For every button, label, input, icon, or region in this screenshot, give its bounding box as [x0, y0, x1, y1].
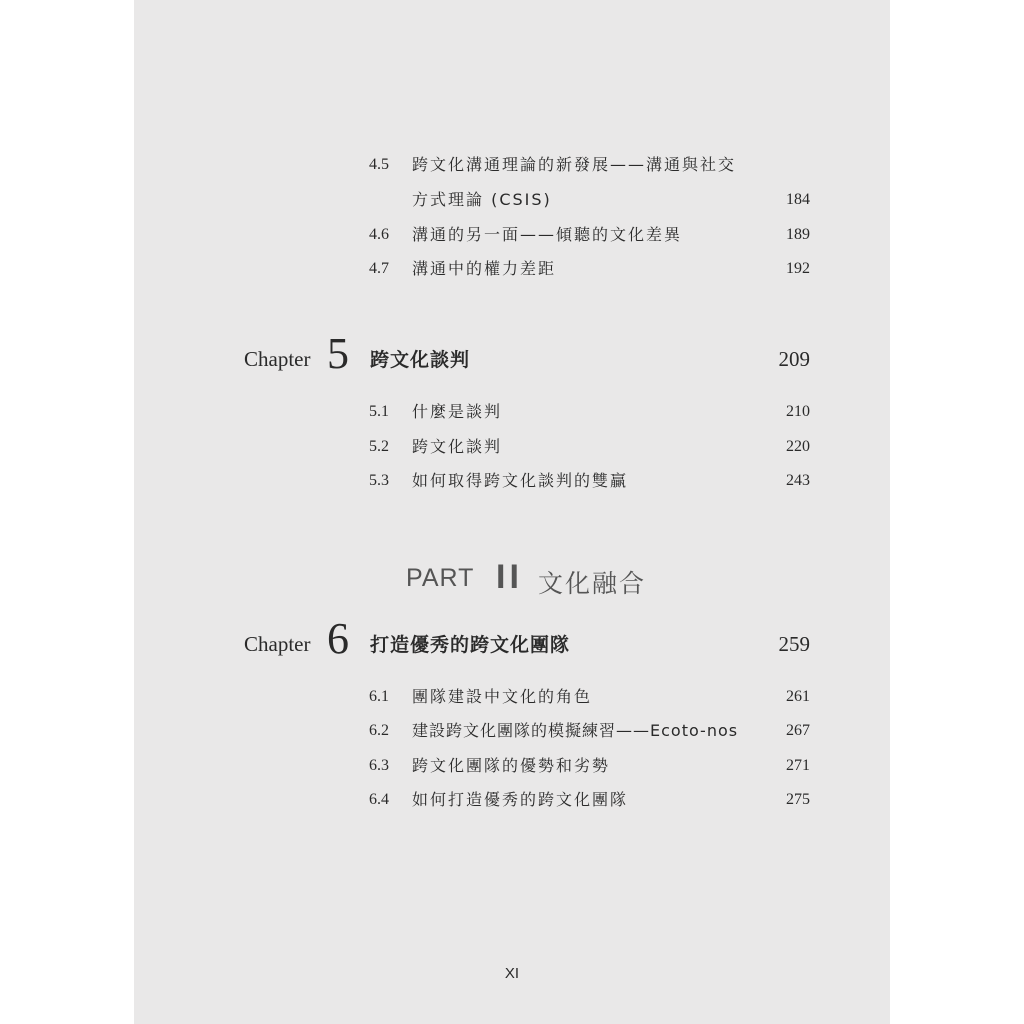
chapter-label: Chapter [244, 347, 311, 371]
entry-page: 261 [786, 688, 810, 705]
part-label: PART [406, 564, 475, 592]
part-number: II [496, 558, 523, 596]
chapter-number: 5 [327, 329, 349, 378]
toc-entry-4-5 [134, 155, 890, 189]
chapter-page: 209 [778, 347, 810, 371]
toc-entry-6-4 [134, 790, 890, 824]
entry-title: 跨文化溝通理論的新發展——溝通與社交 [412, 155, 737, 174]
toc-entry-6-1 [134, 687, 890, 721]
page-number-footer: XI [504, 965, 520, 982]
chapter-page: 259 [778, 632, 810, 656]
entry-number: 5.1 [369, 403, 389, 420]
entry-title: 團隊建設中文化的角色 [412, 687, 593, 706]
chapter-title: 跨文化談判 [370, 349, 471, 371]
toc-entry-6-2 [134, 721, 890, 755]
entry-title: 如何打造優秀的跨文化團隊 [412, 790, 629, 809]
entry-title: 如何取得跨文化談判的雙贏 [412, 471, 629, 490]
toc-entry-4-6 [134, 225, 890, 259]
entry-page: 243 [786, 472, 810, 489]
entry-page: 267 [786, 722, 810, 739]
entry-number: 6.4 [369, 791, 389, 808]
entry-title: 什麼是談判 [412, 402, 503, 421]
entry-page: 184 [786, 191, 810, 208]
entry-title: 溝通的另一面——傾聽的文化差異 [412, 225, 683, 244]
toc-entry-5-2 [134, 437, 890, 471]
entry-title: 跨文化團隊的優勢和劣勢 [412, 756, 611, 775]
entry-number: 5.3 [369, 472, 389, 489]
entry-title: 方式理論 (CSIS) [412, 190, 552, 209]
entry-number: 4.7 [369, 260, 389, 277]
entry-page: 192 [786, 260, 810, 277]
entry-title: 跨文化談判 [412, 437, 503, 456]
chapter-5-heading [134, 329, 890, 383]
entry-number: 5.2 [369, 438, 389, 455]
chapter-6-heading [134, 614, 890, 668]
entry-number: 6.1 [369, 688, 389, 705]
chapter-number: 6 [327, 614, 349, 663]
entry-page: 271 [786, 757, 810, 774]
toc-entry-5-3 [134, 471, 890, 505]
part-heading [134, 558, 890, 602]
part-title: 文化融合 [538, 569, 647, 598]
entry-number: 4.6 [369, 226, 389, 243]
toc-entry-6-3 [134, 756, 890, 790]
entry-page: 275 [786, 791, 810, 808]
entry-title: 建設跨文化團隊的模擬練習——Ecoto-nos [412, 721, 739, 740]
entry-page: 210 [786, 403, 810, 420]
entry-number: 4.5 [369, 156, 389, 173]
entry-page: 220 [786, 438, 810, 455]
toc-entry-5-1 [134, 402, 890, 436]
entry-title: 溝通中的權力差距 [412, 259, 557, 278]
entry-number: 6.2 [369, 722, 389, 739]
entry-page: 189 [786, 226, 810, 243]
toc-entry-4-7 [134, 259, 890, 293]
book-page [134, 0, 890, 1024]
entry-number: 6.3 [369, 757, 389, 774]
chapter-title: 打造優秀的跨文化團隊 [370, 634, 571, 656]
chapter-label: Chapter [244, 632, 311, 656]
toc-entry-4-5-cont [134, 190, 890, 224]
